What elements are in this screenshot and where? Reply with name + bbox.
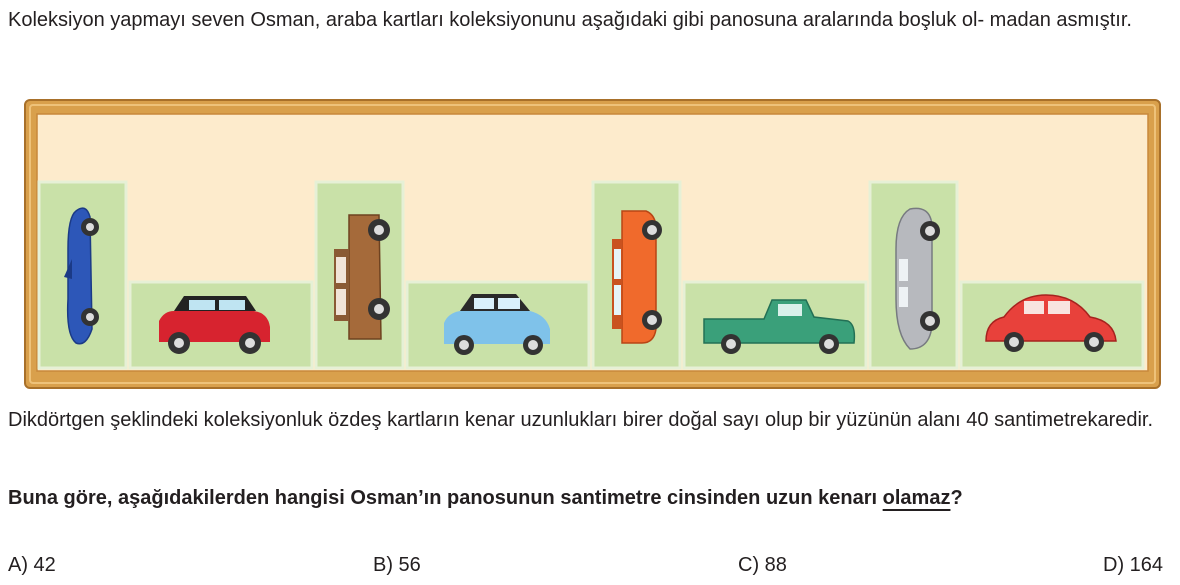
option-b[interactable]: B) 56: [373, 554, 421, 576]
card-board: [24, 99, 1161, 389]
question-suffix: ?: [950, 487, 963, 509]
intro-text: Koleksiyon yapmayı seven Osman, araba kartları koleksiyonunu aşağıdaki gibi panosuna aralarında boşluk ol- madan asmıştır.: [8, 9, 1132, 31]
question-text: [8, 484, 963, 513]
card-1: [39, 182, 126, 368]
option-a[interactable]: A) 42: [8, 554, 56, 576]
card-5: [593, 182, 680, 368]
option-c[interactable]: C) 88: [738, 554, 787, 576]
card-8: [961, 282, 1143, 368]
option-d[interactable]: D) 164: [1103, 554, 1164, 576]
card-3: [316, 182, 403, 368]
card-4: [407, 282, 589, 368]
question-emphasis: olamaz: [882, 487, 951, 509]
card-6: [684, 282, 866, 368]
card-7: [870, 182, 957, 368]
question-prefix: Buna göre, aşağıdakilerden hangisi Osman’ın panosunun santimetre cinsinden uzun kenarı: [8, 487, 883, 509]
card-2: [130, 282, 312, 368]
description-text: Dikdörtgen şeklindeki koleksiyonluk özdeş kartların kenar uzunlukları birer doğal sayı olup bir yüzünün alanı 40 santimetrekaredir.: [8, 409, 1154, 431]
